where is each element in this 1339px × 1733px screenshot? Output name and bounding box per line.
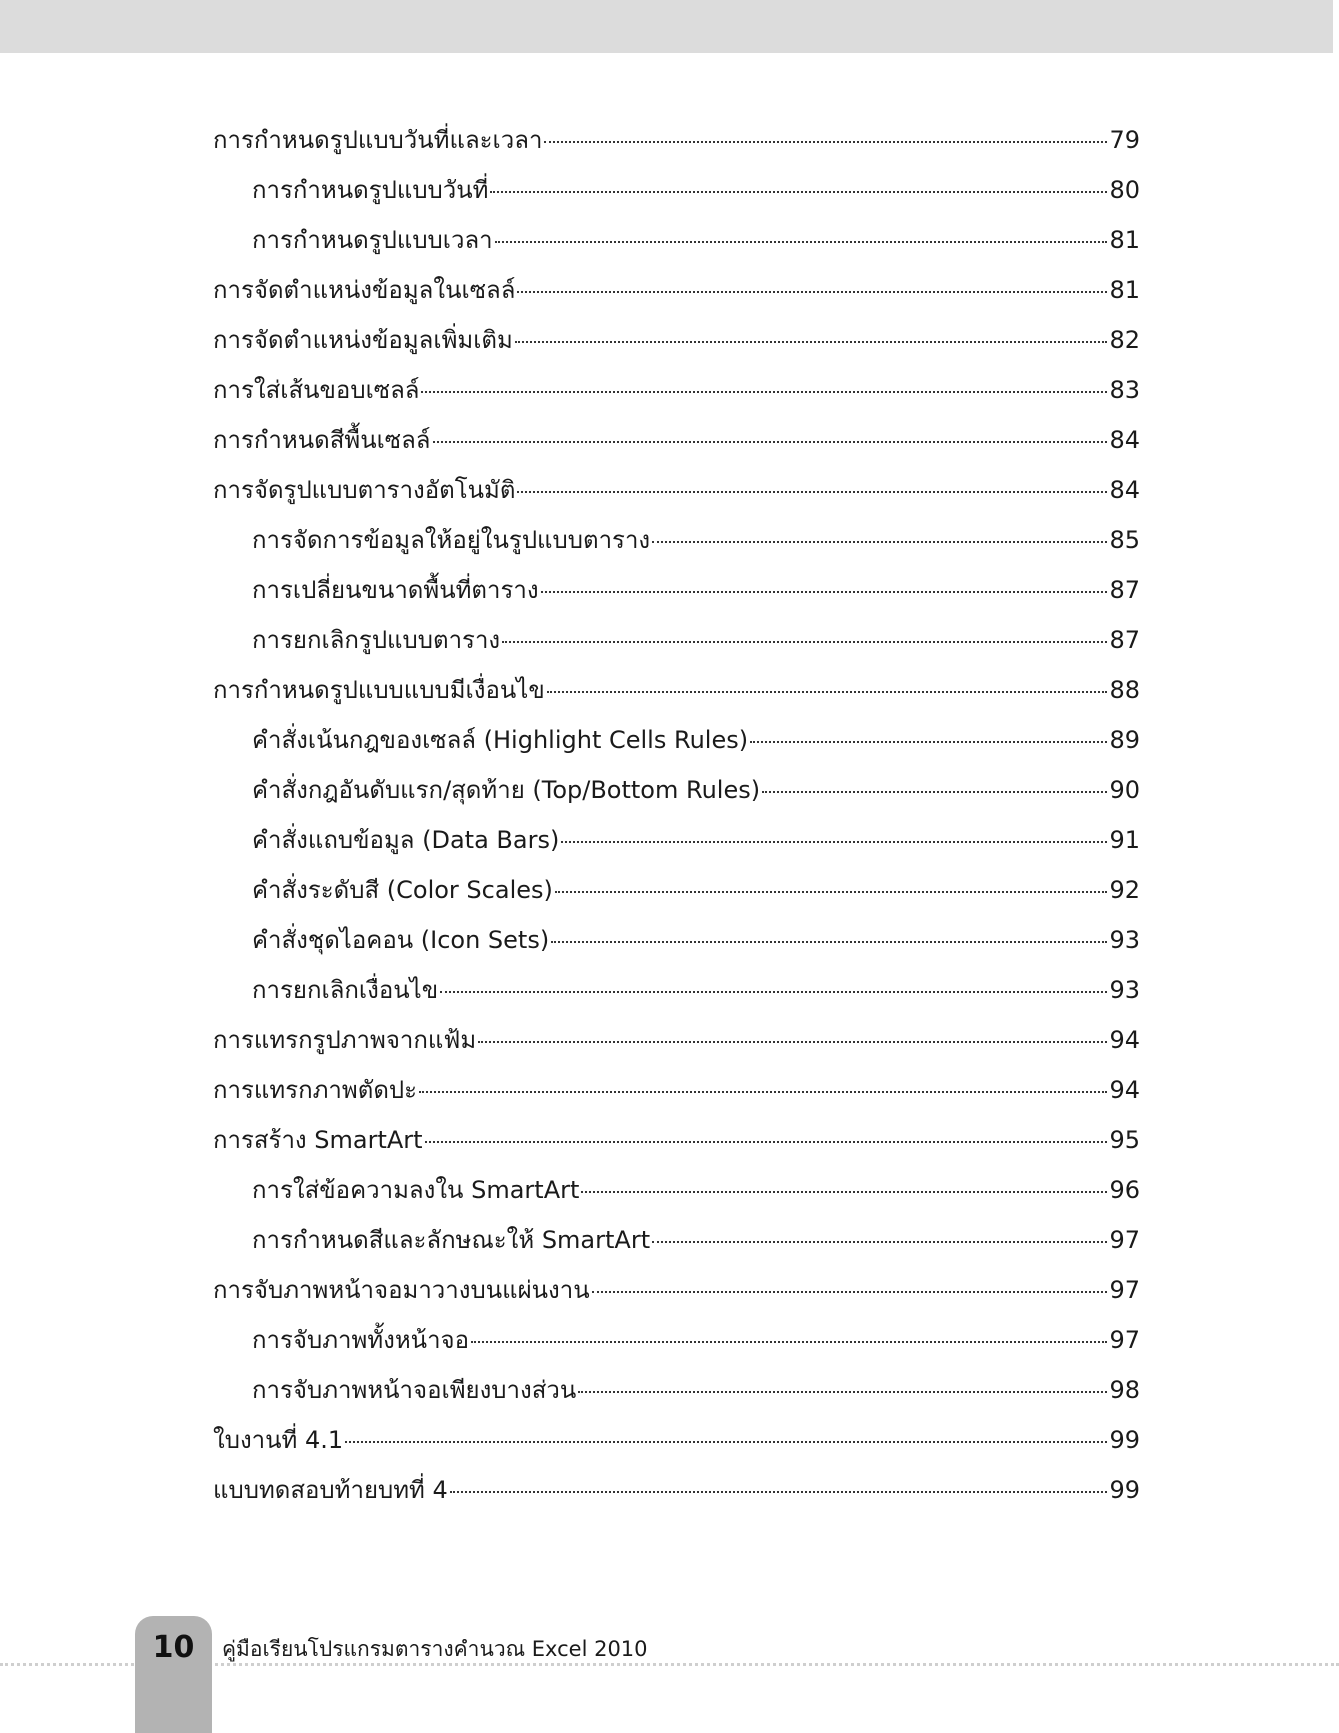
toc-entry: [213, 115, 1140, 165]
toc-entry-title: การกำหนดรูปแบบวันที่: [252, 176, 489, 204]
toc-entry-page: 97: [1109, 1226, 1140, 1254]
toc-entry-title: คำสั่งระดับสี (Color Scales): [252, 876, 553, 904]
page-number: 10: [152, 1630, 195, 1665]
toc-entry: [213, 1265, 1140, 1315]
toc-entry: [213, 415, 1140, 465]
toc-entry-title: การสร้าง SmartArt: [213, 1126, 423, 1154]
toc-entry-page: 84: [1109, 476, 1140, 504]
table-of-contents: [213, 115, 1140, 1515]
toc-entry: [213, 315, 1140, 365]
toc-entry-page: 88: [1109, 676, 1140, 704]
toc-entry-title: การใส่ข้อความลงใน SmartArt: [252, 1176, 580, 1204]
toc-entry: [213, 1015, 1140, 1065]
toc-dot-leader: [433, 441, 1108, 443]
toc-entry-page: 87: [1109, 576, 1140, 604]
toc-entry-title: การกำหนดสีพื้นเซลล์: [213, 426, 431, 454]
toc-entry-page: 94: [1109, 1026, 1140, 1054]
toc-dot-leader: [547, 691, 1108, 693]
toc-entry: [213, 1315, 1140, 1365]
toc-entry-title: การกำหนดรูปแบบเวลา: [252, 226, 493, 254]
toc-entry-page: 99: [1109, 1426, 1140, 1454]
toc-dot-leader: [515, 341, 1108, 343]
toc-entry-page: 93: [1109, 976, 1140, 1004]
toc-entry-page: 89: [1109, 726, 1140, 754]
toc-entry-title: การแทรกรูปภาพจากแฟ้ม: [213, 1026, 477, 1054]
toc-entry: [213, 165, 1140, 215]
toc-entry-title: การกำหนดสีและลักษณะให้ SmartArt: [252, 1226, 651, 1254]
toc-entry-title: ใบงานที่ 4.1: [213, 1426, 344, 1454]
toc-entry-page: 93: [1109, 926, 1140, 954]
toc-entry: [213, 465, 1140, 515]
toc-entry-title: คำสั่งแถบข้อมูล (Data Bars): [252, 826, 560, 854]
toc-entry: [213, 1365, 1140, 1415]
toc-dot-leader: [517, 491, 1107, 493]
toc-entry-title: การจัดการข้อมูลให้อยู่ในรูปแบบตาราง: [252, 526, 651, 554]
toc-entry-title: การจับภาพหน้าจอมาวางบนแผ่นงาน: [213, 1276, 590, 1304]
toc-entry: [213, 915, 1140, 965]
toc-entry-page: 85: [1109, 526, 1140, 554]
toc-entry: [213, 1115, 1140, 1165]
toc-entry-page: 87: [1109, 626, 1140, 654]
toc-dot-leader: [478, 1041, 1107, 1043]
toc-dot-leader: [762, 791, 1107, 793]
toc-entry-page: 81: [1109, 276, 1140, 304]
toc-entry-title: การใส่เส้นขอบเซลล์: [213, 376, 420, 404]
toc-dot-leader: [419, 1091, 1107, 1093]
toc-entry-page: 84: [1109, 426, 1140, 454]
toc-entry-page: 98: [1109, 1376, 1140, 1404]
toc-dot-leader: [652, 1241, 1107, 1243]
toc-dot-leader: [551, 941, 1107, 943]
toc-entry: [213, 1465, 1140, 1515]
toc-entry-page: 83: [1109, 376, 1140, 404]
toc-dot-leader: [578, 1391, 1107, 1393]
toc-dot-leader: [592, 1291, 1108, 1293]
toc-entry-title: การกำหนดรูปแบบวันที่และเวลา: [213, 126, 543, 154]
toc-entry-page: 92: [1109, 876, 1140, 904]
toc-entry-title: การจัดรูปแบบตารางอัตโนมัติ: [213, 476, 516, 504]
toc-entry-page: 97: [1109, 1276, 1140, 1304]
toc-entry-page: 90: [1109, 776, 1140, 804]
toc-dot-leader: [561, 841, 1107, 843]
toc-entry-page: 81: [1109, 226, 1140, 254]
toc-entry-page: 82: [1109, 326, 1140, 354]
toc-entry: [213, 265, 1140, 315]
toc-entry: [213, 715, 1140, 765]
toc-entry: [213, 215, 1140, 265]
toc-entry-title: การกำหนดรูปแบบแบบมีเงื่อนไข: [213, 676, 545, 704]
toc-dot-leader: [425, 1141, 1108, 1143]
toc-entry: [213, 665, 1140, 715]
toc-entry: [213, 765, 1140, 815]
toc-entry-title: การยกเลิกรูปแบบตาราง: [252, 626, 501, 654]
header-band: [0, 0, 1333, 53]
toc-entry-title: การเปลี่ยนขนาดพื้นที่ตาราง: [252, 576, 539, 604]
toc-entry-page: 94: [1109, 1076, 1140, 1104]
toc-entry-page: 80: [1109, 176, 1140, 204]
toc-entry-title: แบบทดสอบท้ายบทที่ 4: [213, 1476, 448, 1504]
toc-entry-title: การจัดตำแหน่งข้อมูลในเซลล์: [213, 276, 516, 304]
toc-dot-leader: [490, 191, 1107, 193]
toc-entry: [213, 1065, 1140, 1115]
toc-entry-title: การจัดตำแหน่งข้อมูลเพิ่มเติม: [213, 326, 513, 354]
toc-dot-leader: [495, 241, 1108, 243]
toc-entry: [213, 565, 1140, 615]
toc-entry: [213, 1415, 1140, 1465]
toc-dot-leader: [541, 591, 1108, 593]
toc-entry: [213, 365, 1140, 415]
toc-dot-leader: [440, 991, 1107, 993]
toc-entry-title: คำสั่งเน้นกฎของเซลล์ (Highlight Cells Rules): [252, 726, 749, 754]
toc-entry-title: การจับภาพทั้งหน้าจอ: [252, 1326, 470, 1354]
toc-entry-page: 91: [1109, 826, 1140, 854]
toc-entry-title: คำสั่งกฎอันดับแรก/สุดท้าย (Top/Bottom Rules): [252, 776, 761, 804]
toc-dot-leader: [421, 391, 1107, 393]
toc-dot-leader: [471, 1341, 1107, 1343]
toc-dot-leader: [517, 291, 1107, 293]
toc-dot-leader: [345, 1441, 1107, 1443]
toc-entry: [213, 515, 1140, 565]
toc-dot-leader: [555, 891, 1108, 893]
toc-entry: [213, 1215, 1140, 1265]
toc-entry: [213, 865, 1140, 915]
toc-dot-leader: [750, 741, 1107, 743]
toc-entry-page: 99: [1109, 1476, 1140, 1504]
toc-dot-leader: [450, 1491, 1108, 1493]
toc-entry-title: การยกเลิกเงื่อนไข: [252, 976, 439, 1004]
toc-dot-leader: [502, 641, 1107, 643]
toc-entry-page: 97: [1109, 1326, 1140, 1354]
toc-entry-title: คำสั่งชุดไอคอน (Icon Sets): [252, 926, 550, 954]
toc-entry: [213, 815, 1140, 865]
toc-entry-page: 96: [1109, 1176, 1140, 1204]
toc-dot-leader: [652, 541, 1107, 543]
toc-dot-leader: [581, 1191, 1107, 1193]
toc-entry-title: การแทรกภาพตัดปะ: [213, 1076, 418, 1104]
running-footer-title: คู่มือเรียนโปรแกรมตารางคำนวณ Excel 2010: [222, 1637, 648, 1661]
toc-entry: [213, 965, 1140, 1015]
toc-entry-page: 95: [1109, 1126, 1140, 1154]
toc-entry: [213, 615, 1140, 665]
toc-entry-page: 79: [1109, 126, 1140, 154]
toc-dot-leader: [544, 141, 1107, 143]
toc-entry-title: การจับภาพหน้าจอเพียงบางส่วน: [252, 1376, 577, 1404]
toc-entry: [213, 1165, 1140, 1215]
